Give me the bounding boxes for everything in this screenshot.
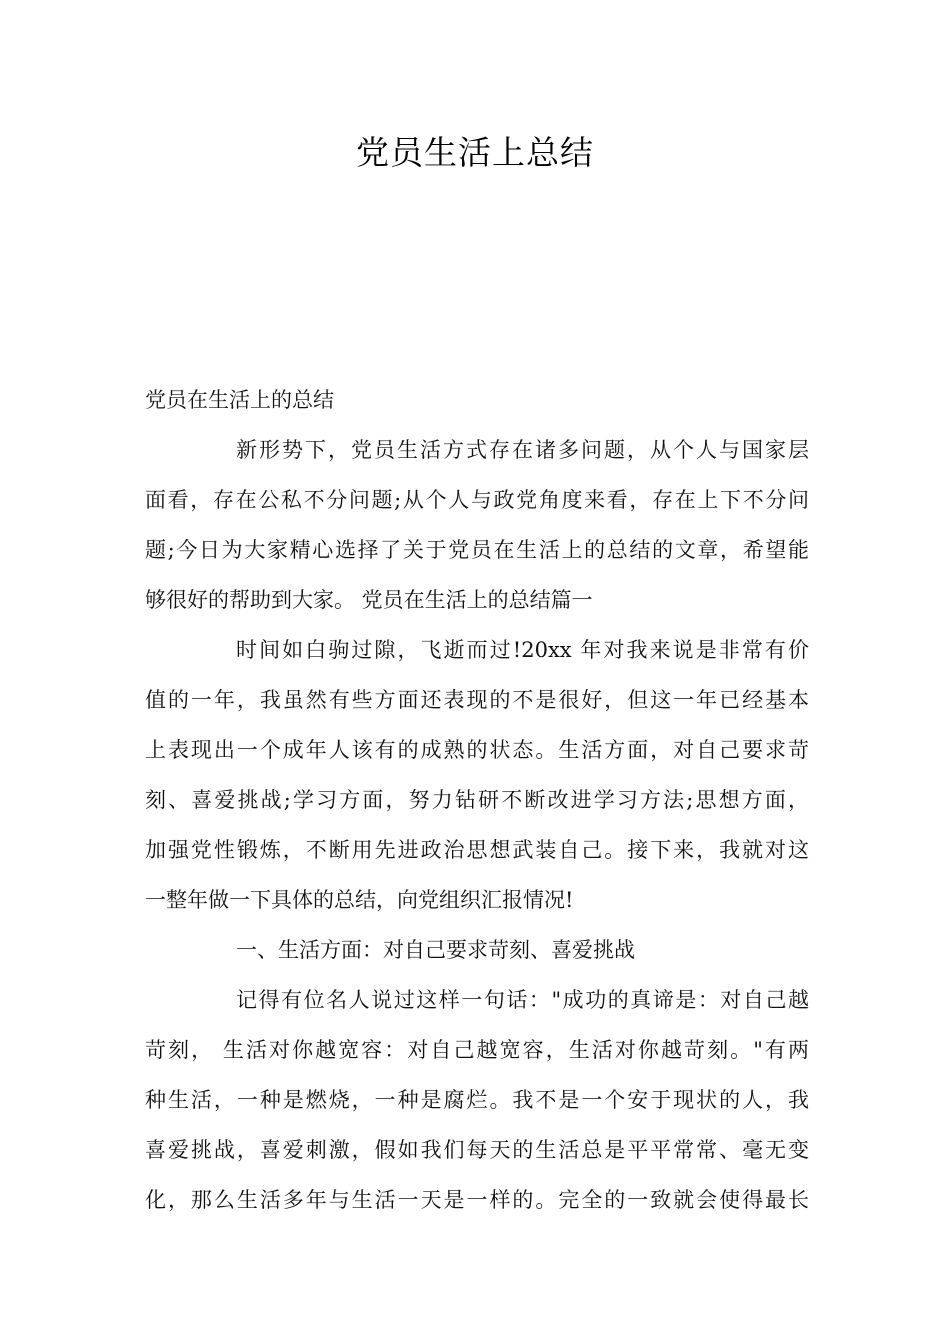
body-line: 面看，存在公私不分问题;从个人与政党角度来看，存在上下不分问 (145, 488, 809, 512)
body-line: 种生活，一种是燃烧，一种是腐烂。我不是一个安于现状的人，我 (145, 1088, 809, 1112)
body-line: 新形势下，党员生活方式存在诸多问题，从个人与国家层 (236, 438, 809, 462)
body-line: 刻、喜爱挑战;学习方面，努力钻研不断改进学习方法;思想方面， (145, 788, 809, 812)
body-line: 喜爱挑战，喜爱刺激，假如我们每天的生活总是平平常常、毫无变 (145, 1138, 809, 1162)
body-line: 上表现出一个成年人该有的成熟的状态。生活方面，对自己要求苛 (145, 738, 809, 762)
body-line: 够很好的帮助到大家。 党员在生活上的总结篇一 (145, 588, 593, 612)
section-heading: 党员在生活上的总结 (145, 388, 334, 412)
section-subheading: 一、生活方面：对自己要求苛刻、喜爱挑战 (236, 938, 635, 962)
body-line: 题;今日为大家精心选择了关于党员在生活上的总结的文章，希望能 (145, 538, 809, 562)
body-line: 记得有位名人说过这样一句话："成功的真谛是：对自己越 (236, 988, 809, 1012)
body-line: 一整年做一下具体的总结，向党组织汇报情况! (145, 888, 574, 912)
document-title: 党员生活上总结 (356, 133, 594, 172)
body-line: 苛刻， 生活对你越宽容：对自己越宽容，生活对你越苛刻。"有两 (145, 1038, 809, 1062)
body-line: 加强党性锻炼，不断用先进政治思想武装自己。接下来，我就对这 (145, 838, 809, 862)
body-line: 值的一年，我虽然有些方面还表现的不是很好，但这一年已经基本 (145, 688, 809, 712)
body-line: 时间如白驹过隙，飞逝而过!20xx 年对我来说是非常有价 (236, 638, 809, 662)
document-body (145, 375, 809, 1225)
body-line: 化，那么生活多年与生活一天是一样的。完全的一致就会使得最长 (145, 1188, 809, 1212)
